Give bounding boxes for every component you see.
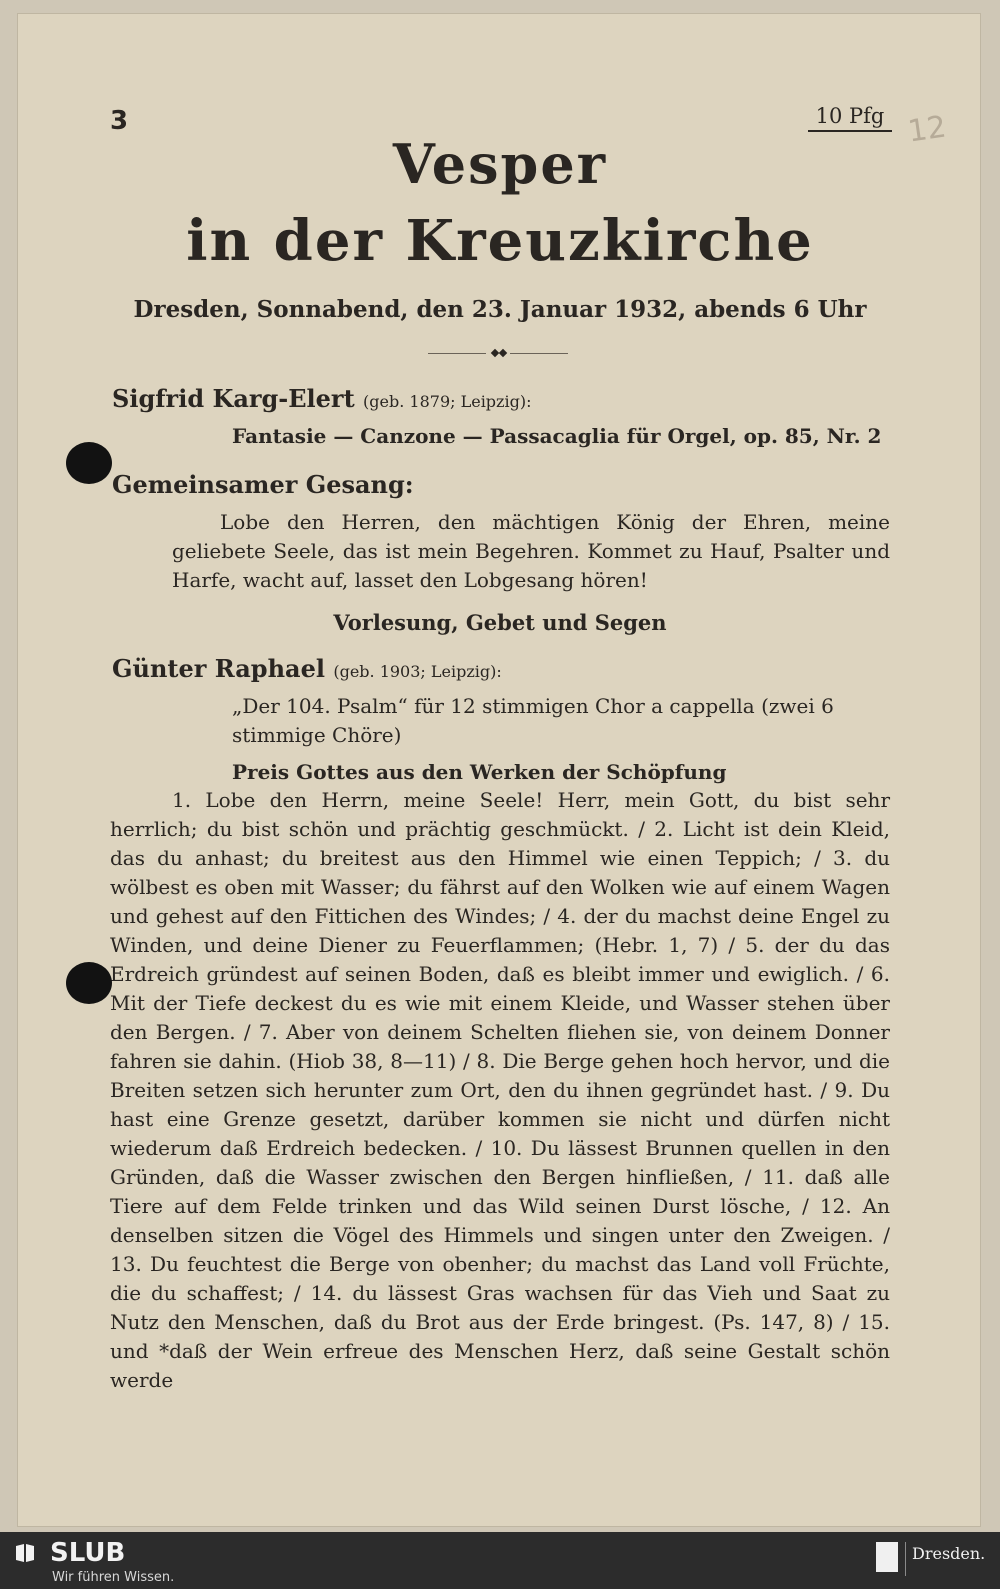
event-date-line: Dresden, Sonnabend, den 23. Januar 1932, abends 6 Uhr xyxy=(133,296,867,323)
page-number: 3 xyxy=(110,106,129,136)
composer-2-heading xyxy=(112,654,502,683)
hymn-heading: Gemeinsamer Gesang: xyxy=(112,470,414,499)
ornament-diamond-right xyxy=(499,349,507,357)
composer-1-heading xyxy=(112,384,531,413)
city-crest-icon xyxy=(876,1542,898,1572)
title-line-1: Vesper xyxy=(392,132,608,196)
hymn-text: Lobe den Herren, den mächtigen König der Ehren, meine geliebete Seele, das ist mein Begehren. Kommet zu Hauf, Psalter und Harfe, wacht auf, lasset den Lobgesang hören! xyxy=(172,510,890,592)
price-label: 10 Pfg xyxy=(808,104,892,132)
footer-city[interactable]: Dresden. xyxy=(912,1544,986,1563)
punch-hole-top xyxy=(66,442,112,484)
ornament-line-left xyxy=(428,353,486,354)
composer-1-work: Fantasie — Canzone — Passacaglia für Orgel, op. 85, Nr. 2 xyxy=(232,424,882,448)
footer-brand[interactable]: SLUB xyxy=(50,1538,126,1568)
composer-2-name: Günter Raphael xyxy=(112,654,325,683)
section-title: Preis Gottes aus den Werken der Schöpfung xyxy=(232,760,727,784)
footer-tagline: Wir führen Wissen. xyxy=(52,1570,175,1585)
composer-1-life: (geb. 1879; Leipzig): xyxy=(363,392,532,411)
composer-2-life: (geb. 1903; Leipzig): xyxy=(333,662,502,681)
pencil-annotation: 12 xyxy=(905,109,949,150)
title-line-2: in der Kreuzkirche xyxy=(186,208,814,274)
ornament-divider xyxy=(428,349,568,359)
ornament-line-right xyxy=(510,353,568,354)
composer-2-work: „Der 104. Psalm“ für 12 stimmigen Chor a cappella (zwei 6 stimmige Chöre) xyxy=(232,694,834,747)
punch-hole-bottom xyxy=(66,962,112,1004)
footer-divider xyxy=(905,1542,906,1576)
liturgy-line: Vorlesung, Gebet und Segen xyxy=(333,610,667,635)
psalm-text: 1. Lobe den Herrn, meine Seele! Herr, mein Gott, du bist sehr herrlich; du bist schön und prächtig geschmückt. / 2. Licht ist dein Kleid, das du anhast; du breitest aus den Himmel wie einen Teppich; / 3. du wölbest es oben mit Wasser; du fährst auf den Wolken wie auf einem Wagen und gehest auf den Fittichen des Windes; / 4. der du machst deine Engel zu Winden, und deine Diener zu Feuerflammen; (Hebr. 1, 7) / 5. der du das Erdreich gründest auf seinen Boden, daß es bleibt immer und ewiglich. / 6. Mit der Tiefe deckest du es wie mit einem Kleide, und Wasser stehen über den Bergen. / 7. Aber von deinem Schelten fliehen sie, von deinem Donner fahren sie dahin. (Hiob 38, 8—11) / 8. Die Berge gehen hoch hervor, und die Breiten setzen sich herunter zum Ort, den du ihnen gegründet hast. / 9. Du hast eine Grenze gesetzt, darüber kommen sie nicht und dürfen nicht wiederum daß Erdreich bedecken. / 10. Du lässest Brunnen quellen in den Gründen, daß die Wasser zwischen den Bergen hinfließen, / 11. daß alle Tiere auf dem Felde trinken und das Wild seinen Durst lösche, / 12. An denselben sitzen die Vögel des Himmels und singen unter den Zweigen. / 13. Du feuchtest die Berge von obenher; du machst das Land voll Früchte, die du schaffest; / 14. du lässest Gras wachsen für das Vieh und Saat zu Nutz den Menschen, daß du Brot aus der Erde bringest. (Ps. 147, 8) / 15. und *daß der Wein erfreue des Menschen Herz, daß seine Gestalt schön werde xyxy=(110,788,890,1392)
composer-1-name: Sigfrid Karg-Elert xyxy=(112,384,355,413)
book-icon xyxy=(14,1542,36,1564)
footer-bar xyxy=(0,1532,1000,1589)
